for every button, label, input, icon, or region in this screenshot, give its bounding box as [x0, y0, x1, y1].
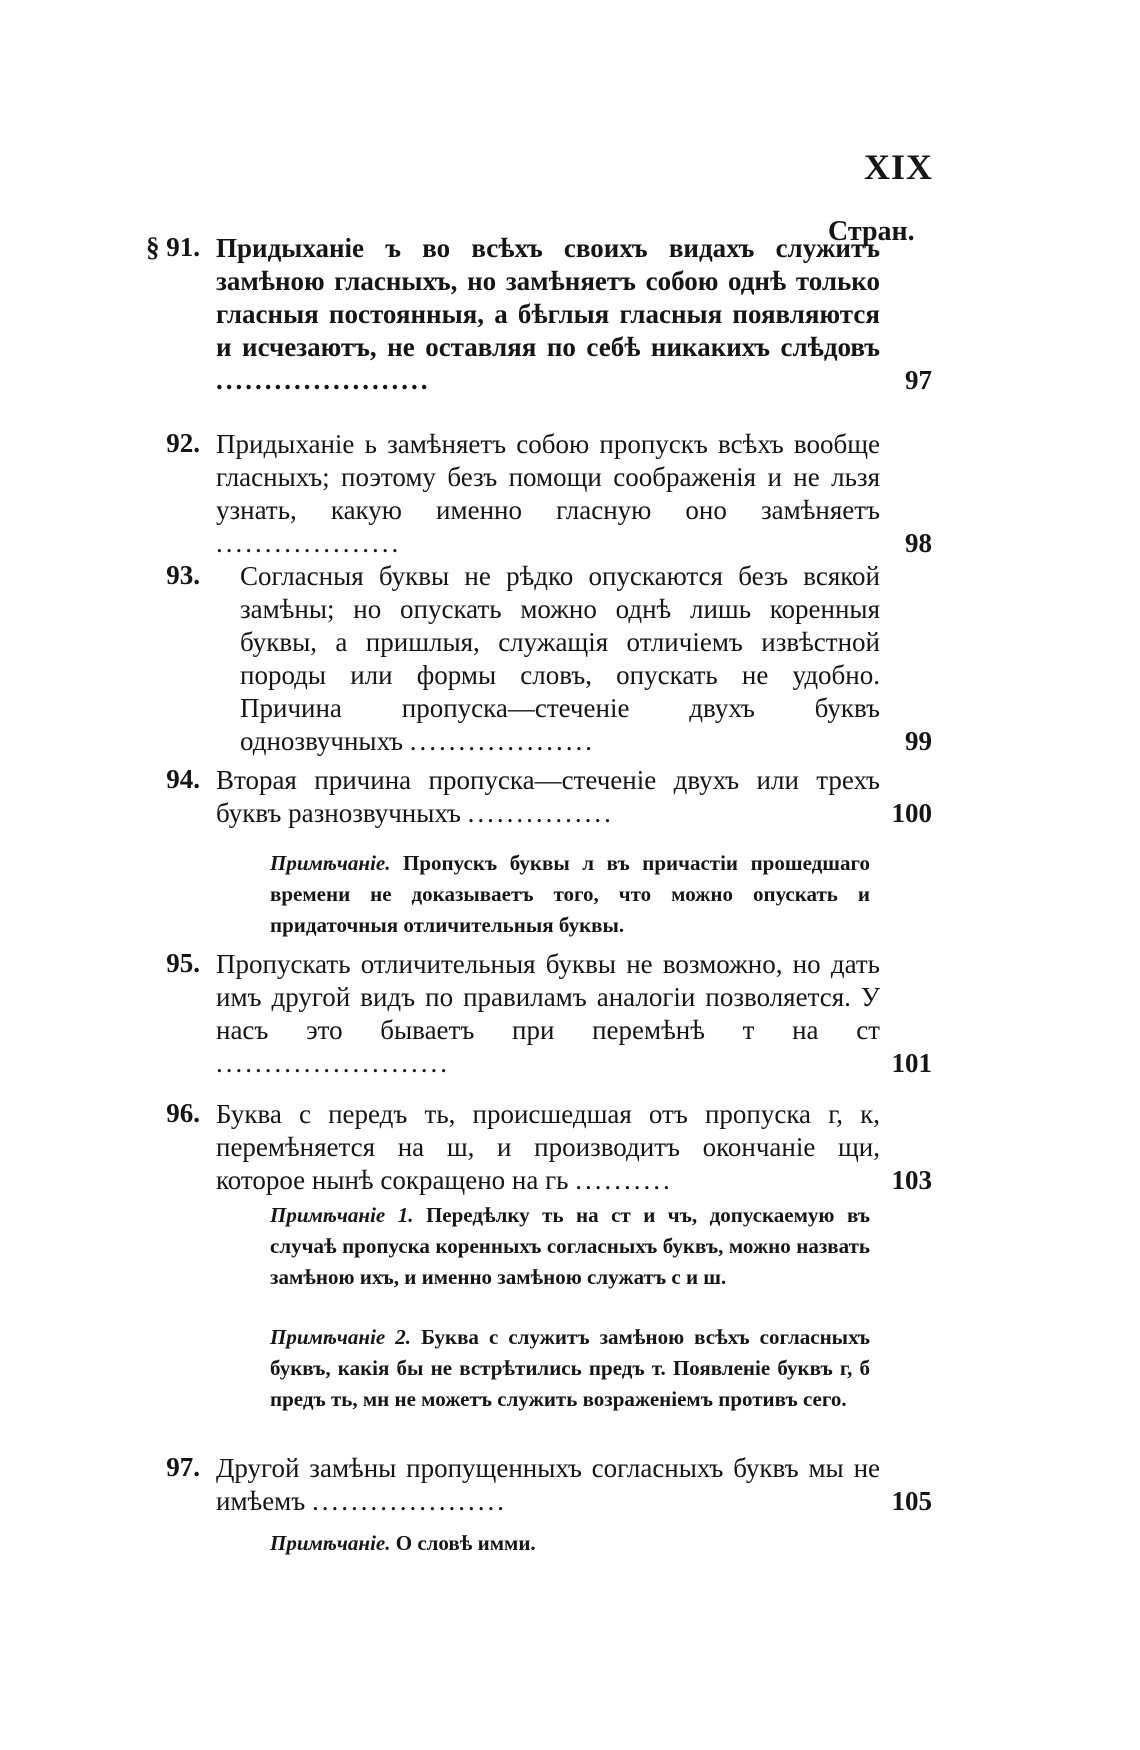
dot-leader: ......................: [216, 365, 431, 395]
note-label: Примѣчаніе.: [270, 851, 391, 875]
note-block: [270, 1528, 870, 1559]
entry-text: Буква с передъ ть, происшедшая отъ пропуска г, к, перемѣняется на ш, и производитъ окончаніе щи, которое нынѣ сокращено на гь: [216, 1099, 880, 1195]
note-text: Пропускъ буквы л въ причастіи прошедшаго времени не доказываетъ того, что можно опускать и придаточныя отличительныя буквы.: [270, 851, 870, 937]
entry-page: 98: [905, 528, 932, 558]
note-label: Примѣчаніе 1.: [270, 1203, 414, 1227]
entry-page: 103: [891, 1165, 932, 1195]
note-block: [270, 1322, 870, 1415]
note-block: [270, 1200, 870, 1293]
entry-page: 97: [905, 365, 932, 395]
dot-leader: ...............: [467, 798, 614, 828]
dot-leader: ..........: [575, 1165, 673, 1195]
dot-leader: ...................: [216, 528, 402, 558]
entry-page: 101: [891, 1048, 932, 1078]
entry-text: Придыханіе ъ во всѣхъ своихъ видахъ служитъ замѣною гласныхъ, но замѣняетъ собою однѣ только гласныя постоянныя, а бѣглыя гласныя появляются и исчезаютъ, не оставляя по себѣ никакихъ слѣдовъ: [216, 233, 880, 362]
toc-entry-93: [120, 560, 940, 758]
entry-text: Вторая причина пропуска—стеченіе двухъ или трехъ буквъ разнозвучныхъ: [216, 765, 880, 828]
entry-number: 97.: [166, 1452, 200, 1482]
note-text: Буква с служитъ замѣною всѣхъ согласныхъ буквъ, какія бы не встрѣтились предъ т. Появленіе буквъ г, б предъ ть, мн не можетъ служить возраженіемъ противъ сего.: [270, 1325, 871, 1411]
entry-number: 93.: [166, 560, 200, 590]
entry-number: 92.: [166, 428, 200, 458]
entry-page: 99: [905, 726, 932, 756]
page-number: XIX: [864, 147, 934, 187]
toc-entry-92: [120, 428, 940, 560]
toc-entry-91: [120, 232, 940, 397]
dot-leader: ........................: [216, 1048, 450, 1078]
entry-text: Согласныя буквы не рѣдко опускаются безъ всякой замѣны; но опускать можно однѣ лишь коренныя буквы, а пришлыя, служащія отличіемъ извѣстной породы или формы словъ, опускать не удобно. Причина пропуска—стеченіе двухъ буквъ однозвучныхъ: [240, 561, 880, 756]
note-label: Примѣчаніе.: [270, 1531, 391, 1555]
note-block: [270, 848, 870, 941]
entry-number: 94.: [166, 764, 200, 794]
dot-leader: ...................: [409, 726, 596, 756]
note-label: Примѣчаніе 2.: [270, 1325, 412, 1349]
entry-text: Пропускать отличительныя буквы не возможно, но дать имъ другой видъ по правиламъ аналогіи позволяется. У насъ это бываетъ при перемѣнѣ т на ст: [216, 949, 880, 1045]
dot-leader: ....................: [311, 1486, 507, 1516]
entry-number: 96.: [166, 1098, 200, 1128]
note-text: Передѣлку ть на ст и чъ, допускаемую въ случаѣ пропуска коренныхъ согласныхъ буквъ, можно назвать замѣною ихъ, и именно замѣною служатъ с и ш.: [270, 1203, 871, 1289]
toc-entry-94: [120, 764, 940, 830]
toc-entry-95: [120, 948, 940, 1080]
toc-entry-97: [120, 1452, 940, 1518]
entry-page: 100: [891, 798, 932, 828]
entry-text: Придыханіе ь замѣняетъ собою пропускъ всѣхъ вообще гласныхъ; поэтому безъ помощи соображенія и не льзя узнать, какую именно гласную оно замѣняетъ: [216, 429, 880, 525]
note-text: О словѣ имми.: [395, 1531, 536, 1555]
page-column-label: Стран.: [828, 216, 915, 247]
entry-number: 95.: [166, 948, 200, 978]
entry-number: § 91.: [146, 232, 200, 262]
toc-entry-96: [120, 1098, 940, 1197]
entry-page: 105: [891, 1486, 932, 1516]
entry-text: Другой замѣны пропущенныхъ согласныхъ буквъ мы не имѣемъ: [216, 1453, 880, 1516]
